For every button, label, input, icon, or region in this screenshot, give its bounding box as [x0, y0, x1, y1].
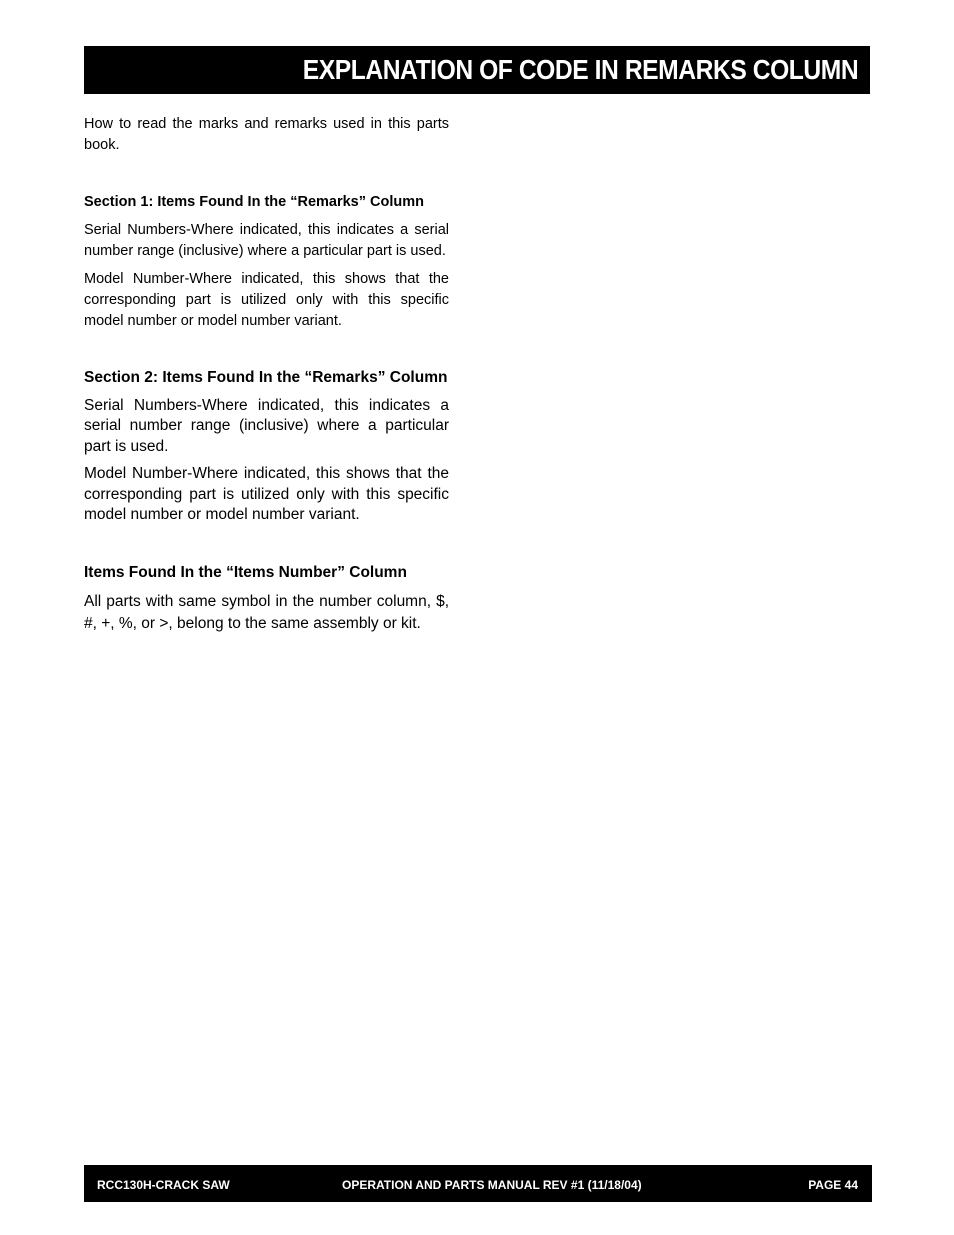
section-heading: Section 1: Items Found In the “Remarks” Column — [84, 194, 424, 210]
page-title-bar — [84, 46, 870, 94]
section-2 — [84, 368, 449, 526]
section-heading: Section 2: Items Found In the “Remarks” Column — [84, 369, 448, 386]
footer-page-number: PAGE 44 — [808, 1178, 858, 1192]
section-1 — [84, 192, 449, 332]
section-paragraph: Serial Numbers-Where indicated, this indicates a serial number range (inclusive) where a particular part is used. — [84, 396, 449, 455]
section-paragraph: All parts with same symbol in the number column, $, #, +, %, or >, belong to the same assembly or kit. — [84, 592, 449, 632]
page-footer — [84, 1165, 872, 1202]
section-paragraph: Serial Numbers-Where indicated, this indicates a serial number range (inclusive) where a particular part is used. — [84, 222, 449, 259]
footer-manual-title: OPERATION AND PARTS MANUAL REV #1 (11/18/04) — [342, 1178, 642, 1192]
section-paragraph: Model Number-Where indicated, this shows that the corresponding part is utilized only with this specific model number or model number variant. — [84, 271, 449, 329]
section-3 — [84, 562, 449, 635]
main-content — [84, 114, 449, 671]
section-heading: Items Found In the “Items Number” Column — [84, 563, 407, 581]
section-paragraph: Model Number-Where indicated, this shows that the corresponding part is utilized only with this specific model number or model number variant. — [84, 465, 449, 523]
footer-model: RCC130H-CRACK SAW — [97, 1178, 230, 1192]
intro-paragraph: How to read the marks and remarks used in this parts book. — [84, 116, 449, 153]
page-title: EXPLANATION OF CODE IN REMARKS COLUMN — [302, 54, 858, 85]
